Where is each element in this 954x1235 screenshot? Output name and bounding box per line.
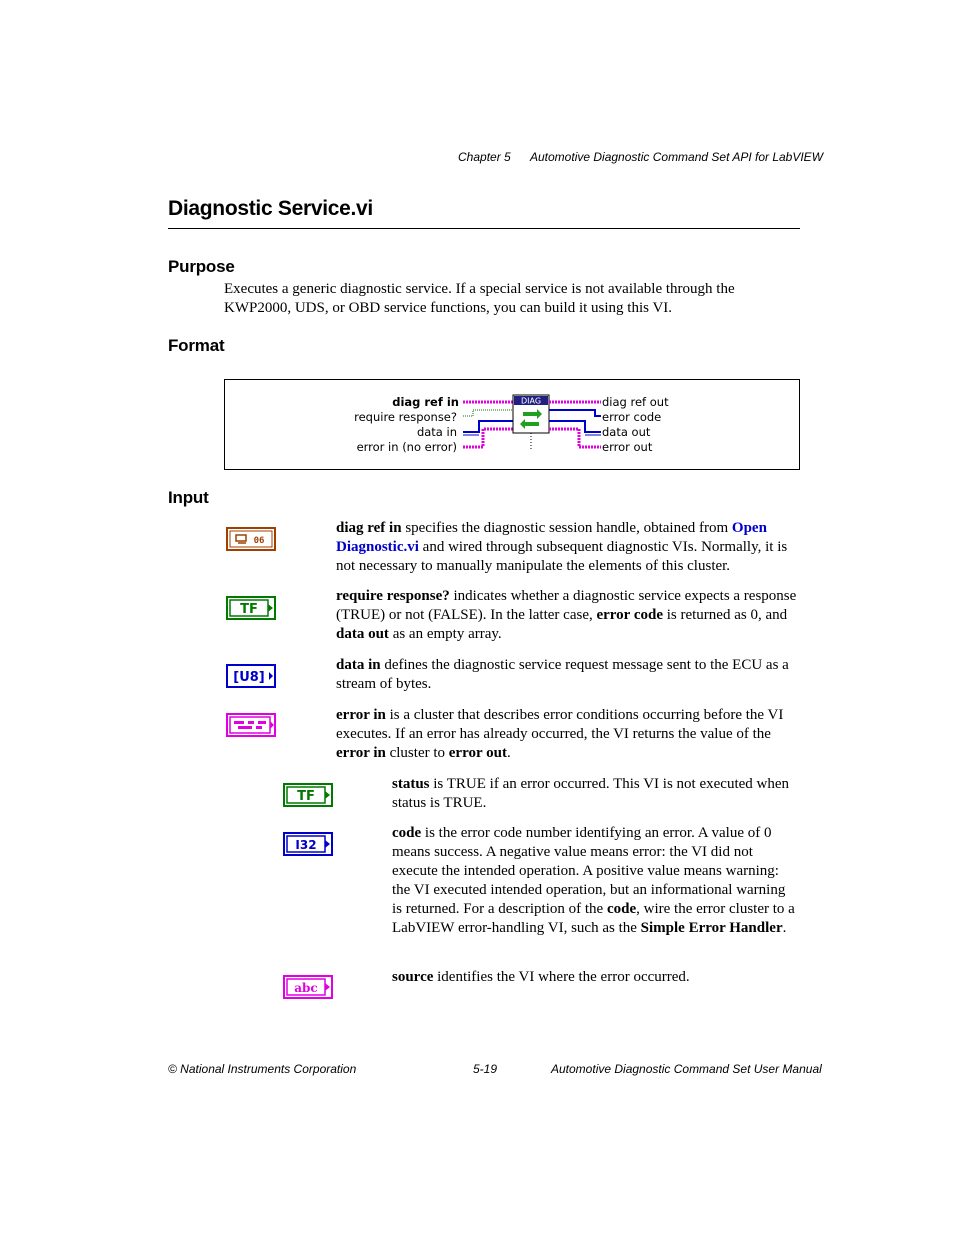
- terminal-error-in: error in (no error): [356, 440, 457, 454]
- connector-pane-box: [224, 379, 800, 470]
- purpose-line-2: KWP2000, UDS, or OBD service functions, you can build it using this VI.: [224, 300, 673, 316]
- purpose-heading: Purpose: [168, 257, 235, 276]
- svg-text:[U8]: [U8]: [233, 670, 265, 685]
- item-name: code: [392, 825, 422, 841]
- input-item-data-in: data in defines the diagnostic service request message sent to the ECU as a stream of bytes.: [336, 657, 789, 692]
- terminal-require-response: require response?: [354, 410, 457, 424]
- terminal-diag-ref-in: diag ref in: [392, 395, 459, 409]
- item-name: status: [392, 776, 430, 792]
- terminal-error-code: error code: [602, 410, 662, 424]
- i32-icon: [283, 832, 333, 861]
- svg-text:TF: TF: [240, 602, 258, 617]
- sub-item-code: code is the error code number identifying an error. A value of 0 means success. A negative value means error: the VI did not execute the intended operation. A positive value means warning: the VI executed intended operation, but an informational warning is returned. For a description of the code, wire the error cluster to a LabVIEW error-handling VI, such as the Simple Error Handler.: [392, 825, 795, 936]
- vi-icon: [513, 395, 549, 433]
- svg-text:TF: TF: [297, 789, 315, 804]
- item-name: require response?: [336, 588, 450, 604]
- purpose-line-1: Executes a generic diagnostic service. If a special service is not available through the: [224, 281, 735, 297]
- vi-icon-label: DIAG: [520, 396, 542, 406]
- svg-text:06: 06: [253, 536, 265, 546]
- input-wires: [463, 402, 513, 447]
- item-name: error in: [336, 707, 386, 723]
- input-heading: Input: [168, 488, 209, 507]
- terminal-data-out: data out: [602, 425, 651, 439]
- item-name: data in: [336, 657, 381, 673]
- sub-item-status: status is TRUE if an error occurred. This VI is not executed when status is TRUE.: [392, 776, 790, 811]
- input-item-require-response: require response? indicates whether a diagnostic service expects a response (TRUE) or not (FALSE). In the latter case, error code is returned as 0, and data out as an empty array.: [336, 588, 797, 642]
- input-item-diag-ref-in: diag ref in specifies the diagnostic session handle, obtained from Open Diagnostic.vi and wired through subsequent diagnostic VIs. Normally, it is not necessary to manually manipulate the elements of this cluster.: [336, 520, 788, 574]
- u8-array-icon: [226, 664, 276, 693]
- svg-text:I32: I32: [295, 838, 317, 852]
- footer-manual-title: Automotive Diagnostic Command Set User Manual: [551, 1062, 822, 1076]
- header-chapter: Chapter 5: [458, 150, 511, 164]
- title-rule: [168, 228, 800, 229]
- item-name: diag ref in: [336, 520, 402, 536]
- terminal-diag-ref-out: diag ref out: [602, 395, 669, 409]
- svg-text:abc: abc: [294, 981, 318, 995]
- footer-copyright: © National Instruments Corporation: [168, 1062, 357, 1076]
- item-name: source: [392, 969, 434, 985]
- string-abc-icon: [283, 975, 333, 1004]
- terminal-error-out: error out: [602, 440, 653, 454]
- input-item-error-in: error in is a cluster that describes error conditions occurring before the VI executes. If an error has already occurred, the VI returns the value of the error in cluster to error out.: [336, 707, 784, 761]
- purpose-text: [224, 280, 804, 318]
- sub-item-source: source identifies the VI where the error occurred.: [392, 969, 690, 985]
- open-diagnostic-link[interactable]: Open Diagnostic.vi: [336, 520, 767, 555]
- format-heading: Format: [168, 336, 225, 355]
- boolean-tf-icon: [283, 783, 333, 812]
- error-cluster-icon: [226, 713, 276, 742]
- connector-pane-diagram: [225, 380, 799, 469]
- cluster-ref-icon: [226, 527, 276, 556]
- header-chapter-title: Automotive Diagnostic Command Set API for LabVIEW: [530, 150, 824, 164]
- page-title: Diagnostic Service.vi: [168, 197, 373, 220]
- output-wires: [549, 402, 601, 447]
- footer-page-number: 5-19: [473, 1062, 498, 1076]
- terminal-data-in: data in: [416, 425, 457, 439]
- boolean-tf-icon: [226, 596, 276, 625]
